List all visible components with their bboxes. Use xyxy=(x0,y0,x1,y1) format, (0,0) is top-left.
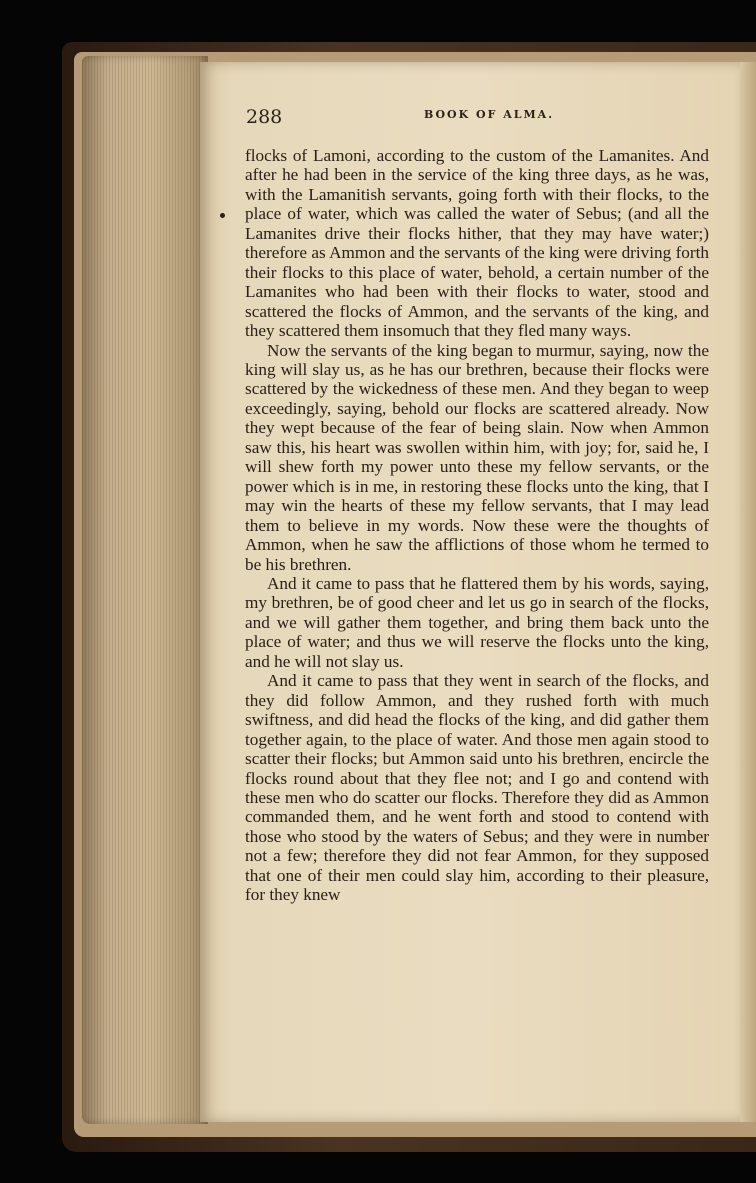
facing-page-edge xyxy=(740,62,756,1122)
paragraph-2: Now the servants of the king began to murmur, saying, now the king will slay us, as he has our brethren, because their flocks were scattered by the wickedness of these men. And they began to weep exceedingly, saying, behold our flocks are scattered already. Now they wept because of the fear of being slain. Now when Ammon saw this, his heart was swollen within him, with joy; for, said he, I will shew forth my power unto these my fellow servants, or the power which is in me, in restoring these flocks unto the king, that I may win the hearts of these my fellow servants, that I may lead them to believe in my words. Now these were the thoughts of Ammon, when he saw the afflictions of those whom he termed to be his brethren. xyxy=(245,340,709,574)
page-text xyxy=(245,146,709,905)
page-number: 288 xyxy=(246,106,283,128)
margin-dot xyxy=(220,213,225,218)
paragraph-3: And it came to pass that he flattered them by his words, saying, my brethren, be of good cheer and let us go in search of the flocks, and we will gather them together, and bring them back unto the place of water; and thus we will reserve the flocks unto the king, and he will not slay us. xyxy=(245,573,709,671)
paragraph-1: flocks of Lamoni, according to the custom of the Lamanites. And after he had been in the service of the king three days, as he was, with the Lamanitish servants, going forth with their flocks, to the place of water, which was called the water of Sebus; (and all the Lamanites drive their flocks hither, that they may have water;) therefore as Ammon and the servants of the king were driving forth their flocks to this place of water, behold, a certain number of the Lamanites who had been with their flocks to water, stood and scattered the flocks of Ammon, and the servants of the king, and they scattered them insomuch that they fled many ways. xyxy=(245,146,709,341)
running-title: BOOK OF ALMA. xyxy=(423,108,555,121)
paragraph-4: And it came to pass that they went in search of the flocks, and they did follow Ammon, and they rushed forth with much swiftness, and did head the flocks of the king, and did gather them together again, to the place of water. And those men again stood to scatter their flocks; but Ammon said unto his brethren, encircle the flocks round about that they flee not; and I go and contend with these men who do scatter our flocks. Therefore they did as Ammon commanded them, and he went forth and stood to contend with those who stood by the waters of Sebus; and they were in number not a few; therefore they did not fear Ammon, for they supposed that one of their men could slay him, according to their pleasure, for they knew xyxy=(245,671,709,905)
page-edges xyxy=(82,56,208,1124)
running-head xyxy=(246,104,712,134)
